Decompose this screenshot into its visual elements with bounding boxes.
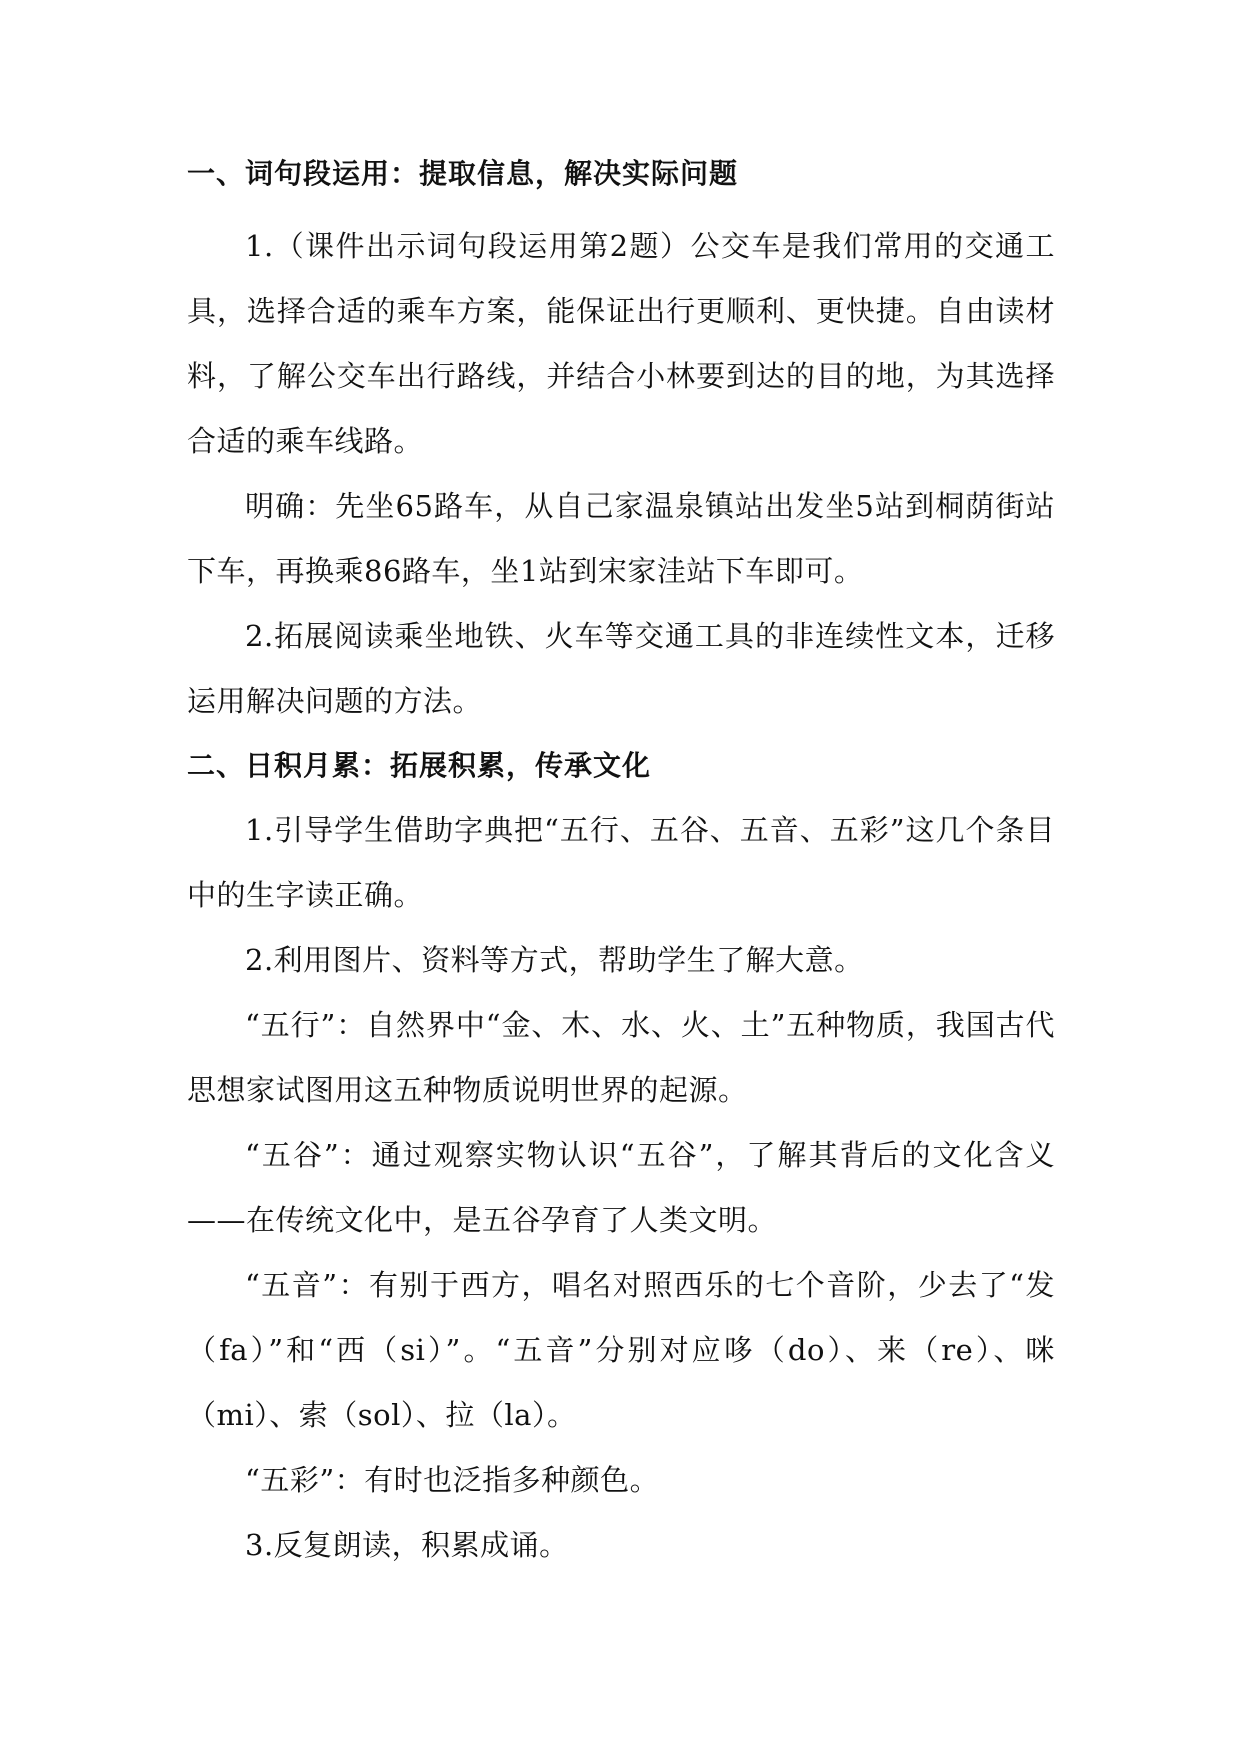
section-heading-1: 一、词句段运用：提取信息，解决实际问题	[187, 157, 739, 190]
paragraph: 1.引导学生借助字典把“五行、五谷、五音、五彩”这几个条目中的生字读正确。	[187, 813, 1055, 912]
document-body	[187, 157, 1055, 1578]
paragraph: “五行”：自然界中“金、木、水、火、土”五种物质，我国古代思想家试图用这五种物质说明世界的起源。	[187, 1008, 1055, 1107]
paragraph: 2.拓展阅读乘坐地铁、火车等交通工具的非连续性文本，迁移运用解决问题的方法。	[187, 619, 1055, 718]
paragraph: “五谷”：通过观察实物认识“五谷”，了解其背后的文化含义——在传统文化中，是五谷孕育了人类文明。	[187, 1138, 1055, 1237]
paragraph: 3.反复朗读，积累成诵。	[245, 1528, 569, 1562]
paragraph: 明确：先坐65路车，从自己家温泉镇站出发坐5站到桐荫街站下车，再换乘86路车，坐1站到宋家洼站下车即可。	[187, 489, 1055, 588]
paragraph: 1.（课件出示词句段运用第2题）公交车是我们常用的交通工具，选择合适的乘车方案，能保证出行更顺利、更快捷。自由读材料，了解公交车出行路线，并结合小林要到达的目的地，为其选择合适的乘车线路。	[187, 229, 1055, 458]
paragraph: “五音”：有别于西方，唱名对照西乐的七个音阶，少去了“发（fa）”和“西（si）”。“五音”分别对应哆（do）、来（re）、咪（mi）、索（sol）、拉（la）。	[187, 1268, 1055, 1432]
paragraph: 2.利用图片、资料等方式，帮助学生了解大意。	[245, 943, 864, 977]
paragraph: “五彩”：有时也泛指多种颜色。	[245, 1463, 660, 1497]
section-heading-2: 二、日积月累：拓展积累，传承文化	[187, 749, 652, 782]
